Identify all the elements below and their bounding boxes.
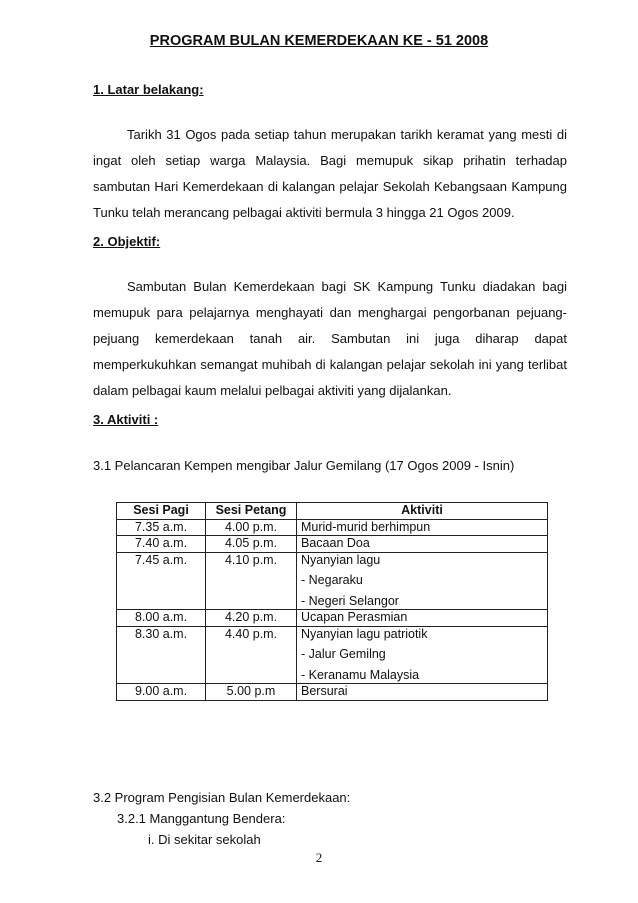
section-2-body: Sambutan Bulan Kemerdekaan bagi SK Kampung Tunku diadakan bagi memupuk para pelajarnya menghayati dan menghargai pengorbanan pejuang-pejuang kemerdekaan tanah air. Sambutan ini juga diharap dapat memperkukuhkan semangat muhibah di kalangan pelajar sekolah ini yang terlibat dalam pelbagai kaum melalui pelbagai aktiviti yang dijalankan. [93,279,567,398]
section-2-heading: 2. Objektif: [93,234,161,249]
document-title: PROGRAM BULAN KEMERDEKAAN KE - 51 2008 [149,33,489,49]
cell-sesi-petang: 4.00 p.m. [206,519,297,536]
cell-sesi-petang: 4.10 p.m. [206,552,297,610]
cell-sesi-petang: 4.05 p.m. [206,536,297,553]
table-row [117,536,548,553]
cell-sesi-pagi: 9.00 a.m. [117,684,206,701]
section-1-body: Tarikh 31 Ogos pada setiap tahun merupakan tarikh keramat yang mesti di ingat oleh setiap warga Malaysia. Bagi memupuk sikap prihatin terhadap sambutan Hari Kemerdekaan di kalangan pelajar Sekolah Kebangsaan Kampung Tunku telah merancang pelbagai aktiviti bermula 3 hingga 21 Ogos 2009. [93,127,567,220]
activity-sub-item: - Negeri Selangor [301,593,399,608]
activity-sub-item: - Keranamu Malaysia [301,667,420,682]
table-row [117,626,548,684]
subsection-3-2: 3.2 Program Pengisian Bulan Kemerdekaan: [93,790,351,805]
schedule-table [116,502,548,701]
cell-aktiviti [297,536,548,553]
cell-sesi-petang: 4.40 p.m. [206,626,297,684]
activity-sub-item: - Jalur Gemilng [301,647,386,661]
cell-sesi-pagi: 7.40 a.m. [117,536,206,553]
subsection-3-1: 3.1 Pelancaran Kempen mengibar Jalur Gemilang (17 Ogos 2009 - Isnin) [93,458,515,473]
subsection-3-2-1-i: i. Di sekitar sekolah [148,832,261,847]
activity-sub-item: - Negaraku [301,573,363,587]
activity-label: Ucapan Perasmian [301,610,408,624]
cell-sesi-petang: 5.00 p.m [206,684,297,701]
cell-sesi-pagi: 7.35 a.m. [117,519,206,536]
column-header-sesi-petang: Sesi Petang [206,503,297,520]
activity-label: Murid-murid berhimpun [301,519,431,534]
cell-sesi-pagi: 8.30 a.m. [117,626,206,684]
page-number: 2 [315,850,323,865]
table-row [117,610,548,627]
activity-label: Nyanyian lagu [301,552,381,567]
activity-label: Bersurai [301,684,348,698]
schedule-table-body [117,519,548,700]
cell-sesi-pagi: 7.45 a.m. [117,552,206,610]
table-row [117,519,548,536]
table-row [117,552,548,610]
cell-aktiviti [297,684,548,701]
section-1-heading: 1. Latar belakang: [93,82,204,97]
activity-label: Bacaan Doa [301,536,370,550]
table-row [117,684,548,701]
cell-aktiviti [297,610,548,627]
section-3-heading: 3. Aktiviti : [93,412,159,427]
cell-aktiviti [297,552,548,610]
cell-aktiviti [297,626,548,684]
subsection-3-2-1: 3.2.1 Manggantung Bendera: [117,811,286,826]
column-header-aktiviti: Aktiviti [297,503,548,520]
table-header-row [117,503,548,520]
activity-label: Nyanyian lagu patriotik [301,626,428,641]
cell-sesi-petang: 4.20 p.m. [206,610,297,627]
cell-aktiviti [297,519,548,536]
cell-sesi-pagi: 8.00 a.m. [117,610,206,627]
column-header-sesi-pagi: Sesi Pagi [117,503,206,520]
